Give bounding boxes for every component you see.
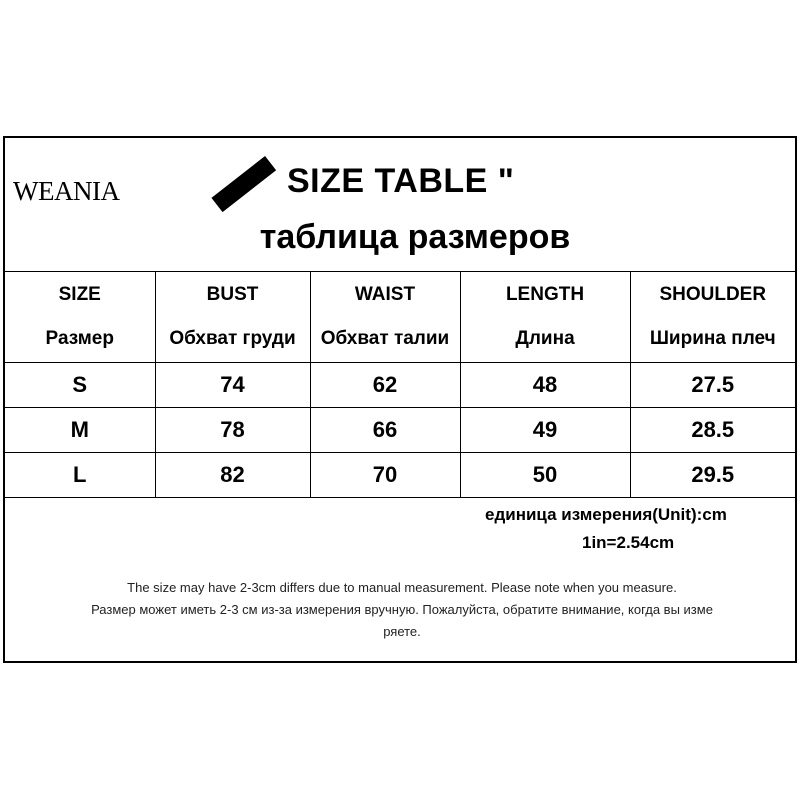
table-cell: 74 [155,363,310,408]
disclaimer-russian-line-2: ряете. [383,624,421,639]
conversion-note: 1in=2.54cm [582,533,675,552]
notes-section [5,497,795,661]
size-chart-header [5,138,795,272]
table-cell: 66 [310,408,460,453]
column-header-waist: WAIST Обхват талии [310,272,460,363]
table-cell: 29.5 [630,453,795,498]
table-cell: 50 [460,453,630,498]
table-cell: 27.5 [630,363,795,408]
title-english: SIZE TABLE " [287,162,515,200]
table-header-row [5,272,795,363]
column-header-shoulder: SHOULDER Ширина плеч [630,272,795,363]
brand-logo: WEANIA [13,176,120,206]
table-row [5,408,795,453]
table-cell: M [5,408,155,453]
table-cell: 78 [155,408,310,453]
table-cell: 70 [310,453,460,498]
table-cell: S [5,363,155,408]
table-cell: 28.5 [630,408,795,453]
table-cell: 82 [155,453,310,498]
size-chart-frame [3,136,797,663]
table-row [5,363,795,408]
column-header-size: SIZE Размер [5,272,155,363]
table-cell: 62 [310,363,460,408]
title-russian: таблица размеров [259,218,571,256]
size-table [5,271,795,498]
table-cell: L [5,453,155,498]
slash-decoration-icon [211,156,276,212]
unit-note: единица измерения(Unit):cm [485,505,727,524]
table-cell: 48 [460,363,630,408]
table-row [5,453,795,498]
disclaimer-english: The size may have 2-3cm differs due to manual measurement. Please note when you measure. [127,580,677,595]
measurement-disclaimer [5,577,799,643]
column-header-length: LENGTH Длина [460,272,630,363]
disclaimer-russian-line-1: Размер может иметь 2-3 см из-за измерения вручную. Пожалуйста, обратите внимание, когда вы изме [91,602,713,617]
table-cell: 49 [460,408,630,453]
column-header-bust: BUST Обхват груди [155,272,310,363]
